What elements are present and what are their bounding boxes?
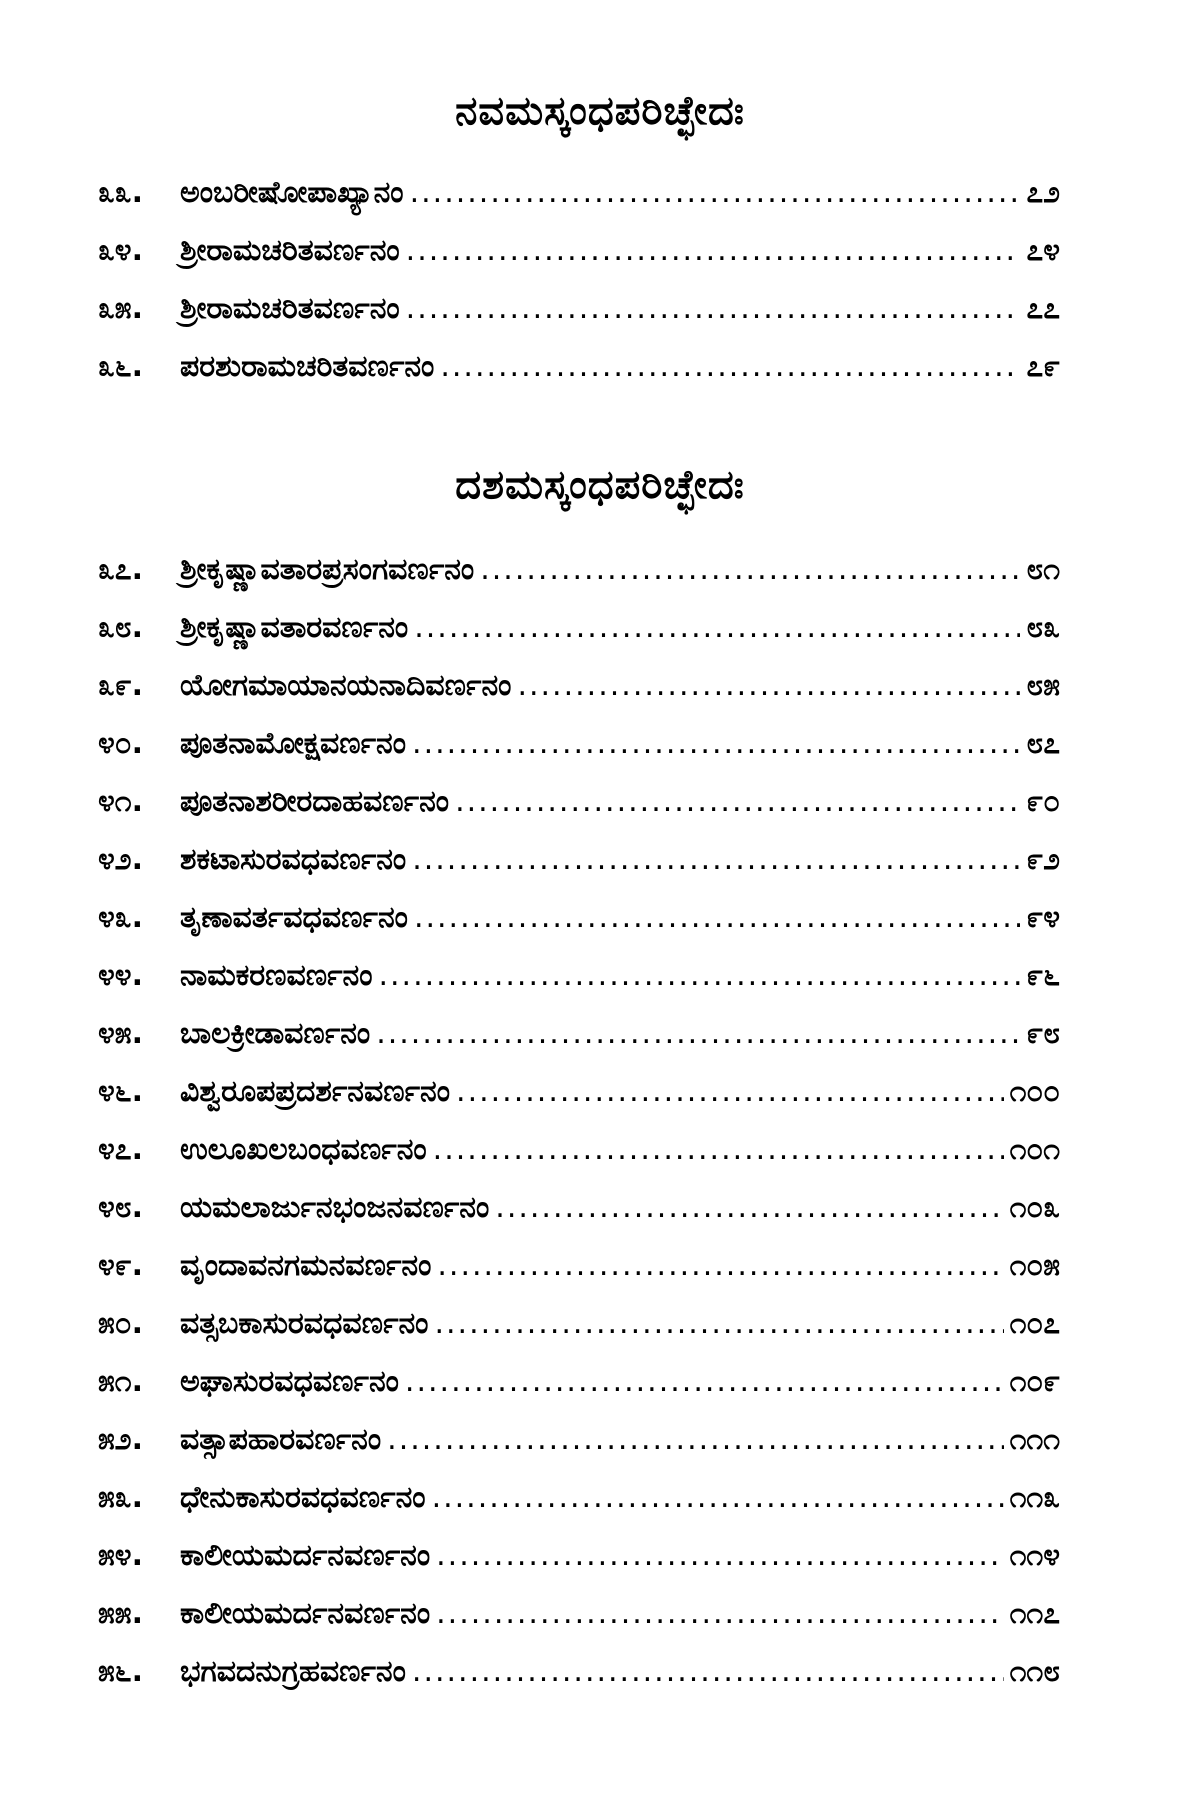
toc-entry-title: ಧೇನುಕಾಸುರವಧವರ್ಣನಂ	[180, 1480, 426, 1515]
toc-entry	[98, 900, 1060, 958]
toc-entry-title: ಶ್ರೀರಾಮಚರಿತವರ್ಣನಂ	[180, 233, 400, 268]
section-title-dashama: ದಶಮಸ್ಕಂಧಪರಿಚ್ಛೇದಃ	[455, 462, 745, 508]
dot-leader	[378, 958, 1020, 993]
toc-entry-number: ೪೮.	[98, 1190, 143, 1225]
dot-leader	[414, 900, 1020, 935]
toc-entry	[98, 552, 1060, 610]
toc-entry-title: ಅಂಬರೀಷೋಪಾಖ್ಯಾನಂ	[180, 175, 404, 210]
toc-entry-number: ೪೪.	[98, 958, 143, 993]
toc-entry-page-number: ೯೬	[1026, 958, 1060, 993]
toc-entry-number: ೫೧.	[98, 1364, 143, 1399]
dot-leader	[455, 784, 1020, 819]
toc-entry-page-number: ೯೨	[1026, 842, 1060, 877]
toc-entry-number: ೫೨.	[98, 1422, 143, 1457]
toc-entry-title: ಪರಶುರಾಮಚರಿತವರ್ಣನಂ	[180, 349, 435, 384]
dot-leader	[437, 1248, 1003, 1283]
toc-entry-title: ಉಲೂಖಲಬಂಧವರ್ಣನಂ	[180, 1132, 427, 1167]
toc-entry	[98, 958, 1060, 1016]
dot-leader	[436, 1538, 1003, 1573]
toc-entry	[98, 784, 1060, 842]
toc-entry	[98, 233, 1060, 291]
toc-entry-title: ವಿಶ್ವರೂಪಪ್ರದರ್ಶನವರ್ಣನಂ	[180, 1074, 451, 1109]
toc-entry-number: ೩೩.	[98, 175, 143, 210]
dot-leader	[433, 1132, 1004, 1167]
toc-entry-page-number: ೧೧೧	[1009, 1422, 1060, 1457]
toc-entry-number: ೪೬.	[98, 1074, 143, 1109]
dot-leader	[456, 1074, 1004, 1109]
toc-entry-number: ೪೩.	[98, 900, 143, 935]
toc-entry-number: ೫೦.	[98, 1306, 143, 1341]
toc-entry-number: ೩೫.	[98, 291, 143, 326]
toc-list-dashama	[98, 552, 1060, 1712]
toc-entry-title: ಯೋಗಮಾಯಾನಯನಾದಿವರ್ಣನಂ	[180, 668, 512, 703]
toc-entry-title: ಯಮಲಾರ್ಜುನಭಂಜನವರ್ಣನಂ	[180, 1190, 490, 1225]
toc-entry-number: ೩೪.	[98, 233, 143, 268]
toc-entry	[98, 1074, 1060, 1132]
toc-entry-page-number: ೧೦೫	[1009, 1248, 1060, 1283]
dot-leader	[406, 291, 1021, 326]
toc-entry-number: ೩೯.	[98, 668, 143, 703]
toc-entry-page-number: ೯೦	[1026, 784, 1060, 819]
dot-leader	[412, 842, 1020, 877]
toc-entry-page-number: ೯೮	[1026, 1016, 1060, 1051]
toc-entry-page-number: ೭೯	[1026, 349, 1060, 384]
toc-entry	[98, 1422, 1060, 1480]
toc-entry-page-number: ೮೧	[1026, 552, 1060, 587]
dot-leader	[517, 668, 1020, 703]
toc-entry-number: ೪೨.	[98, 842, 143, 877]
section-title-navama: ನವಮಸ್ಕಂಧಪರಿಚ್ಛೇದಃ	[455, 88, 745, 134]
toc-entry-title: ಶಕಟಾಸುರವಧವರ್ಣನಂ	[180, 842, 407, 877]
toc-entry-number: ೫೪.	[98, 1538, 143, 1573]
toc-entry	[98, 1306, 1060, 1364]
dot-leader	[376, 1016, 1020, 1051]
toc-entry	[98, 291, 1060, 349]
toc-entry-title: ಕಾಲೀಯಮರ್ದನವರ್ಣನಂ	[180, 1538, 431, 1573]
toc-entry	[98, 1596, 1060, 1654]
toc-entry-page-number: ೮೭	[1026, 726, 1060, 761]
toc-entry-page-number: ೭೪	[1026, 233, 1060, 268]
toc-entry-page-number: ೧೦೭	[1009, 1306, 1060, 1341]
toc-entry-number: ೩೭.	[98, 552, 143, 587]
dot-leader	[432, 1480, 1004, 1515]
toc-entry-page-number: ೮೩	[1026, 610, 1060, 645]
toc-entry-number: ೩೬.	[98, 349, 143, 384]
toc-entry-title: ಕಾಲೀಯಮರ್ದನವರ್ಣನಂ	[180, 1596, 431, 1631]
toc-entry-page-number: ೧೧೩	[1009, 1480, 1060, 1515]
dot-leader	[410, 175, 1021, 210]
dot-leader	[412, 726, 1020, 761]
toc-entry-number: ೪೧.	[98, 784, 143, 819]
toc-entry-page-number: ೧೧೮	[1009, 1654, 1060, 1689]
toc-entry-page-number: ೭೭	[1026, 291, 1060, 326]
toc-entry	[98, 1538, 1060, 1596]
toc-entry	[98, 1190, 1060, 1248]
toc-entry-number: ೫೩.	[98, 1480, 143, 1515]
dot-leader	[436, 1596, 1003, 1631]
toc-entry-title: ಶ್ರೀರಾಮಚರಿತವರ್ಣನಂ	[180, 291, 400, 326]
toc-entry	[98, 610, 1060, 668]
toc-entry-title: ಪೂತನಾಮೋಕ್ಷವರ್ಣನಂ	[180, 726, 407, 761]
toc-entry-page-number: ೧೦೩	[1009, 1190, 1060, 1225]
toc-entry	[98, 1480, 1060, 1538]
toc-entry-title: ಭಗವದನುಗ್ರಹವರ್ಣನಂ	[180, 1654, 406, 1689]
toc-entry	[98, 726, 1060, 784]
dot-leader	[414, 610, 1020, 645]
toc-entry-title: ಬಾಲಕ್ರೀಡಾವರ್ಣನಂ	[180, 1016, 371, 1051]
toc-entry-title: ವತ್ಸಾಪಹಾರವರ್ಣನಂ	[180, 1422, 382, 1457]
toc-entry	[98, 842, 1060, 900]
toc-entry-page-number: ೧೧೭	[1009, 1596, 1060, 1631]
dot-leader	[480, 552, 1020, 587]
toc-entry-title: ಶ್ರೀಕೃಷ್ಣಾವತಾರವರ್ಣನಂ	[180, 610, 409, 645]
dot-leader	[434, 1306, 1003, 1341]
toc-entry	[98, 1654, 1060, 1712]
toc-entry	[98, 1248, 1060, 1306]
dot-leader	[412, 1654, 1004, 1689]
toc-entry-number: ೩೮.	[98, 610, 143, 645]
toc-entry-title: ಅಘಾಸುರವಧವರ್ಣನಂ	[180, 1364, 399, 1399]
toc-entry-number: ೪೭.	[98, 1132, 143, 1167]
toc-entry-title: ವೃಂದಾವನಗಮನವರ್ಣನಂ	[180, 1248, 432, 1283]
toc-entry-number: ೫೫.	[98, 1596, 143, 1631]
toc-entry-page-number: ೭೨	[1026, 175, 1060, 210]
toc-entry-title: ನಾಮಕರಣವರ್ಣನಂ	[180, 958, 373, 993]
toc-entry	[98, 175, 1060, 233]
dot-leader	[406, 233, 1021, 268]
toc-entry-number: ೪೦.	[98, 726, 143, 761]
toc-entry-number: ೪೫.	[98, 1016, 143, 1051]
toc-entry-title: ಪೂತನಾಶರೀರದಾಹವರ್ಣನಂ	[180, 784, 450, 819]
toc-entry-page-number: ೮೫	[1026, 668, 1060, 703]
dot-leader	[495, 1190, 1003, 1225]
toc-entry	[98, 1132, 1060, 1190]
toc-entry	[98, 1016, 1060, 1074]
toc-entry-page-number: ೧೦೧	[1009, 1132, 1060, 1167]
toc-entry	[98, 1364, 1060, 1422]
toc-entry-title: ಶ್ರೀಕೃಷ್ಣಾವತಾರಪ್ರಸಂಗವರ್ಣನಂ	[180, 552, 475, 587]
dot-leader	[440, 349, 1020, 384]
toc-entry-number: ೪೯.	[98, 1248, 143, 1283]
dot-leader	[387, 1422, 1003, 1457]
toc-entry-number: ೫೬.	[98, 1654, 143, 1689]
toc-list-navama	[98, 175, 1060, 407]
toc-entry-page-number: ೧೦೯	[1009, 1364, 1060, 1399]
toc-entry-title: ವತ್ಸಬಕಾಸುರವಧವರ್ಣನಂ	[180, 1306, 429, 1341]
dot-leader	[405, 1364, 1004, 1399]
toc-entry-page-number: ೧೧೪	[1009, 1538, 1060, 1573]
toc-entry-page-number: ೧೦೦	[1009, 1074, 1060, 1109]
toc-entry	[98, 349, 1060, 407]
toc-entry	[98, 668, 1060, 726]
toc-entry-page-number: ೯೪	[1026, 900, 1060, 935]
toc-entry-title: ತೃಣಾವರ್ತವಧವರ್ಣನಂ	[180, 900, 408, 935]
